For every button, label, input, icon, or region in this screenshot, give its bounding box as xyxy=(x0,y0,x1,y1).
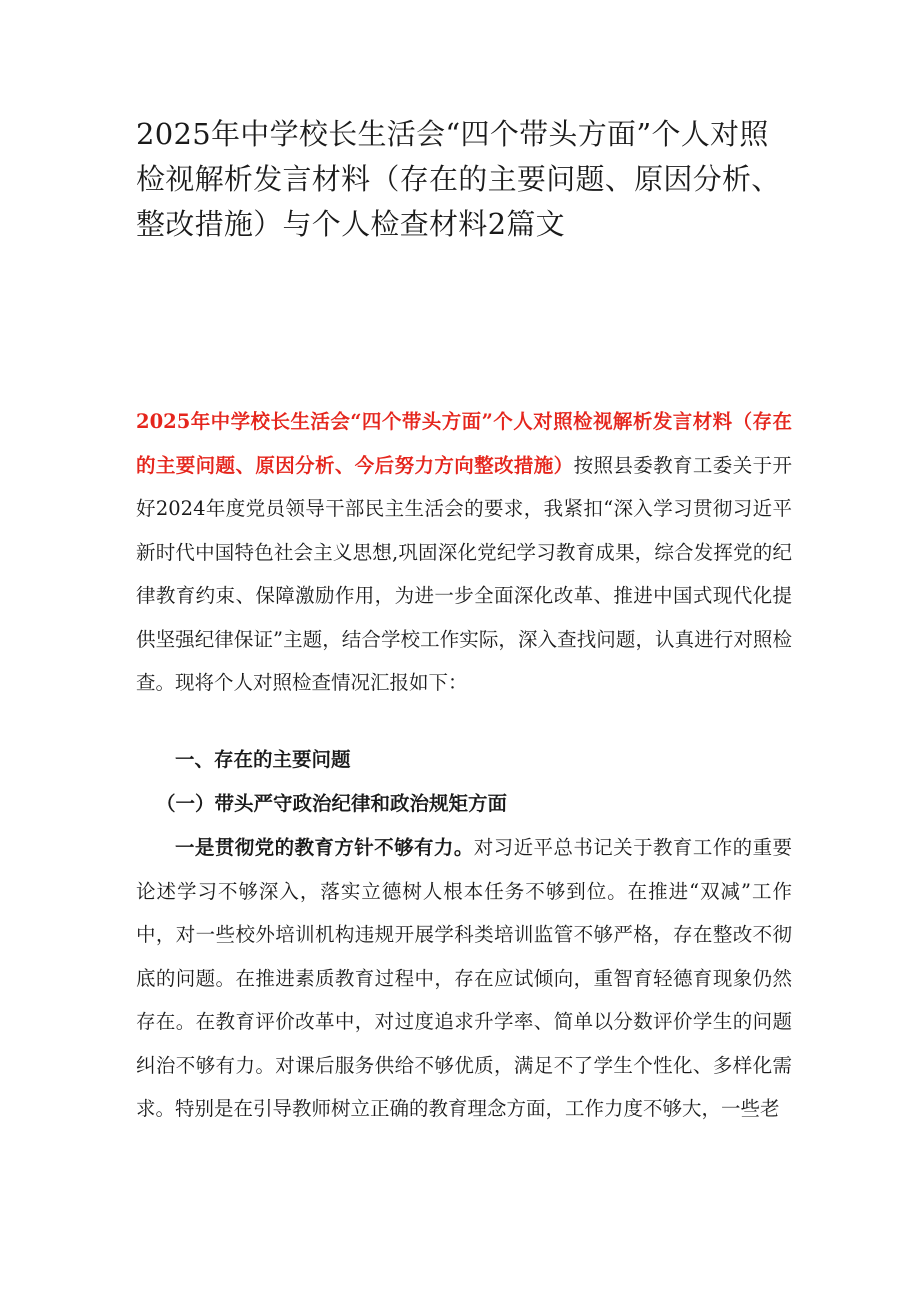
intro-paragraph xyxy=(136,400,792,705)
intro-heading: 2025年中学校长生活会“四个带头方面”个人对照检视解析发言材料（存在的主要问题、原因分析、今后努力方向整改措施） xyxy=(136,410,792,477)
document-title: 2025年中学校长生活会“四个带头方面”个人对照检视解析发言材料（存在的主要问题、原因分析、整改措施）与个人检查材料2篇文 xyxy=(136,117,781,241)
point-lead: 一是贯彻党的教育方针不够有力。 xyxy=(175,836,474,859)
point-paragraph xyxy=(136,826,792,1131)
section-heading: 一、存在的主要问题 xyxy=(175,748,351,771)
point-text: 对习近平总书记关于教育工作的重要论述学习不够深入，落实立德树人根本任务不够到位。在推进“双减”工作中，对一些校外培训机构违规开展学科类培训监管不够严格，存在整改不彻底的问题。在推进素质教育过程中，存在应试倾向，重智育轻德育现象仍然存在。在教育评价改革中，对过度追求升学率、简单以分数评价学生的问题纠治不够有力。对课后服务供给不够优质，满足不了学生个性化、多样化需求。特别是在引导教师树立正确的教育理念方面，工作力度不够大，一些老 xyxy=(136,836,792,1120)
intro-text: 按照县委教育工委关于开好2024年度党员领导干部民主生活会的要求，我紧扣“深入学习贯彻习近平新时代中国特色社会主义思想,巩固深化党纪学习教育成果，综合发挥党的纪律教育约束、保障激励作用，为进一步全面深化改革、推进中国式现代化提供坚强纪律保证”主题，结合学校工作实际，深入查找问题，认真进行对照检查。现将个人对照检查情况汇报如下： xyxy=(136,453,792,694)
subsection-heading: （一）带头严守政治纪律和政治规矩方面 xyxy=(156,792,508,815)
